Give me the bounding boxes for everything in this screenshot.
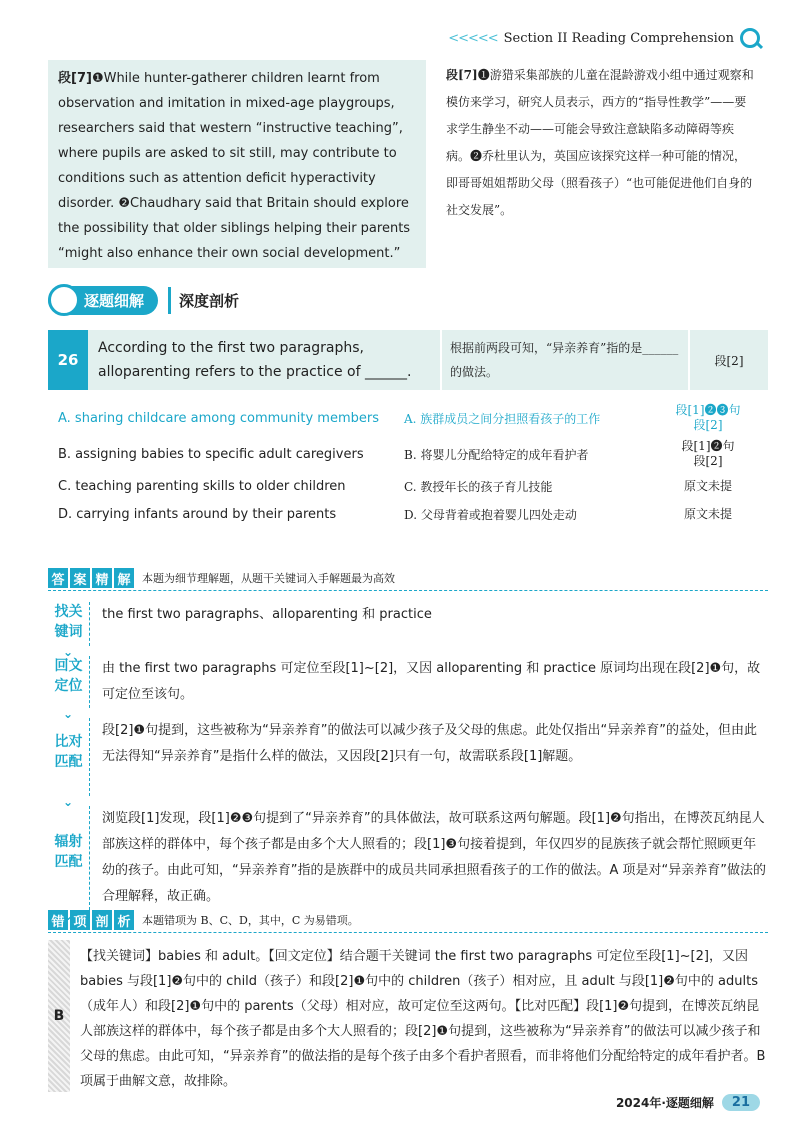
question-source: 段[2]: [688, 330, 768, 390]
option-row: [48, 500, 768, 528]
tag-note: 本题错项为 B、C、D，其中，C 为易错项。: [142, 914, 359, 927]
step-text: 由 the first two paragraphs 可定位至段[1]~[2]，又因 alloparenting 和 practice 原词均出现在段[2]❶句，故可定位至该句。: [102, 661, 761, 702]
analysis-step: [48, 602, 768, 646]
step-text: 段[2]❶句提到，这些被称为“异亲养育”的做法可以减少孩子及父母的焦虑。此处仅指出“异亲养育”的益处，但由此无法得知“异亲养育”是指什么样的做法，又因段[2]只有一句，故需联系段[1]解题。: [102, 723, 758, 764]
option-en: D. carrying infants around by their parents: [58, 506, 337, 522]
tag-chars: [48, 568, 134, 588]
option-en: A. sharing childcare among community members: [58, 410, 379, 426]
option-cn: C. 教授年长的孩子育儿技能: [404, 479, 553, 494]
option-row: [48, 400, 768, 436]
option-en: B. assigning babies to specific adult caregivers: [58, 446, 364, 462]
section-title: [48, 286, 247, 315]
option-source: 原文未提: [683, 478, 732, 493]
question-table: [48, 330, 768, 528]
tag-char: 案: [70, 568, 90, 588]
tag-char: 答: [48, 568, 68, 588]
tag-note: 本题为细节理解题，从题干关键词入手解题最为高效: [142, 572, 395, 585]
section-subtitle: 深度剖析: [168, 287, 247, 314]
passage-en-text: ❶While hunter-gatherer children learnt from observation and imitation in mixed-age playgroups, researchers said that western “instructive teaching”, where pupils are asked to sit still, may contribute to conditions such as attention deficit hyperactivity disorder. ❷Chaudhary said that Britain should explore the possibility that older siblings helping their parents “might also enhance their own social development.”: [58, 71, 411, 261]
step-label: 回文 定位 ⌄: [48, 656, 90, 708]
tag-char: 错: [48, 910, 68, 930]
answer-analysis-tag: [48, 568, 768, 591]
page-footer: [616, 1094, 760, 1111]
question-header-row: [48, 330, 768, 390]
analysis-step: [48, 718, 768, 796]
step-label: 比对 匹配 ⌄: [48, 718, 90, 796]
analysis-steps: [48, 602, 768, 920]
tag-char: 析: [114, 910, 134, 930]
page-header: [448, 28, 760, 48]
page-number: 21: [722, 1094, 760, 1111]
option-en: C. teaching parenting skills to older children: [58, 478, 346, 494]
section-header-title: Section II Reading Comprehension: [503, 30, 734, 46]
option-row: [48, 436, 768, 472]
tag-char: 解: [114, 568, 134, 588]
step-label: 辐射 匹配 ⌄: [48, 806, 90, 910]
paragraph-label: 段[7]: [58, 71, 92, 86]
section-title-text: 逐题细解: [84, 292, 145, 310]
step-text: 浏览段[1]发现，段[1]❷❸句提到了“异亲养育”的具体做法，故可联系这两句解题。段[1]❷句指出，在博茨瓦纳昆人部族这样的群体中，每个孩子都是由多个大人照看的；段[1]❸句接着提到，年仅四岁的昆族孩子就会帮忙照顾更年幼的孩子。由此可知，“异亲养育”指的是族群中的成员共同承担照看孩子的工作的做法。A 项是对“异亲养育”做法的合理解释，故正确。: [102, 811, 766, 904]
question-stem-cn: 根据前两段可知，“异亲养育”指的是______的做法。: [440, 330, 688, 390]
magnifier-icon: [740, 28, 760, 48]
passage-en-box: [48, 60, 426, 268]
analysis-step: [48, 806, 768, 910]
wrong-options-tag: [48, 910, 768, 933]
analysis-step: [48, 656, 768, 708]
arrows-icon: <<<<<: [448, 30, 498, 46]
option-source: 段[1]❷句 段[2]: [681, 439, 735, 468]
question-stem-en: According to the first two paragraphs, alloparenting refers to the practice of ______.: [98, 340, 412, 380]
option-cn: B. 将婴儿分配给特定的成年看护者: [404, 447, 589, 462]
passage-cn-box: [446, 62, 756, 224]
step-label: 找关 键词 ⌄: [48, 602, 90, 646]
option-row: [48, 472, 768, 500]
tag-chars: [48, 910, 134, 930]
tag-char: 精: [92, 568, 112, 588]
option-cn: D. 父母背着或抱着婴儿四处走动: [404, 507, 577, 522]
magnifier-icon: [48, 284, 80, 316]
footer-text: 2024年·逐题细解: [615, 1096, 714, 1110]
question-number: 26: [48, 330, 88, 390]
section-pill: [48, 286, 158, 315]
wrong-option-box: [48, 940, 768, 1092]
wrong-option-letter: B: [48, 940, 70, 1092]
tag-char: 项: [70, 910, 90, 930]
passage-cn-text: ❶游猎采集部族的儿童在混龄游戏小组中通过观察和模仿来学习，研究人员表示，西方的“指导性教学”——要求学生静坐不动——可能会导致注意缺陷多动障碍等疾病。❷乔杜里认为，英国应该探究这样一种可能的情况，即哥哥姐姐帮助父母（照看孩子）“也可能促进他们自身的社交发展”。: [446, 68, 754, 217]
option-source: 原文未提: [683, 506, 732, 521]
tag-char: 剖: [92, 910, 112, 930]
paragraph-label-cn: 段[7]: [446, 68, 478, 82]
wrong-option-text: 【找关键词】babies 和 adult。【回文定位】结合题干关键词 the first two paragraphs 可定位至段[1]~[2]，又因 babies 与段[1]❷句中的 child（孩子）和段[2]❶句中的 children（孩子）相对应，且 adult 与段[1]❷句中的 adults（成年人）和段[2]❶句中的 parents（父母）相对应，故可定位至这两句。【比对匹配】段[1]❷句提到，在博茨瓦纳昆人部族这样的群体中，每个孩子都是由多个大人照看的；段[2]❶句提到，这些被称为“异亲养育”的做法可以减少孩子和父母的焦虑。由此可知，“异亲养育”的做法指的是每个孩子由多个看护者照看，而非将他们分配给特定的成年看护者。B项属于曲解文意，故排除。: [80, 949, 766, 1089]
option-cn: A. 族群成员之间分担照看孩子的工作: [404, 411, 601, 426]
step-text: the first two paragraphs、alloparenting 和 practice: [102, 607, 432, 622]
option-source: 段[1]❷❸句 段[2]: [675, 403, 741, 432]
